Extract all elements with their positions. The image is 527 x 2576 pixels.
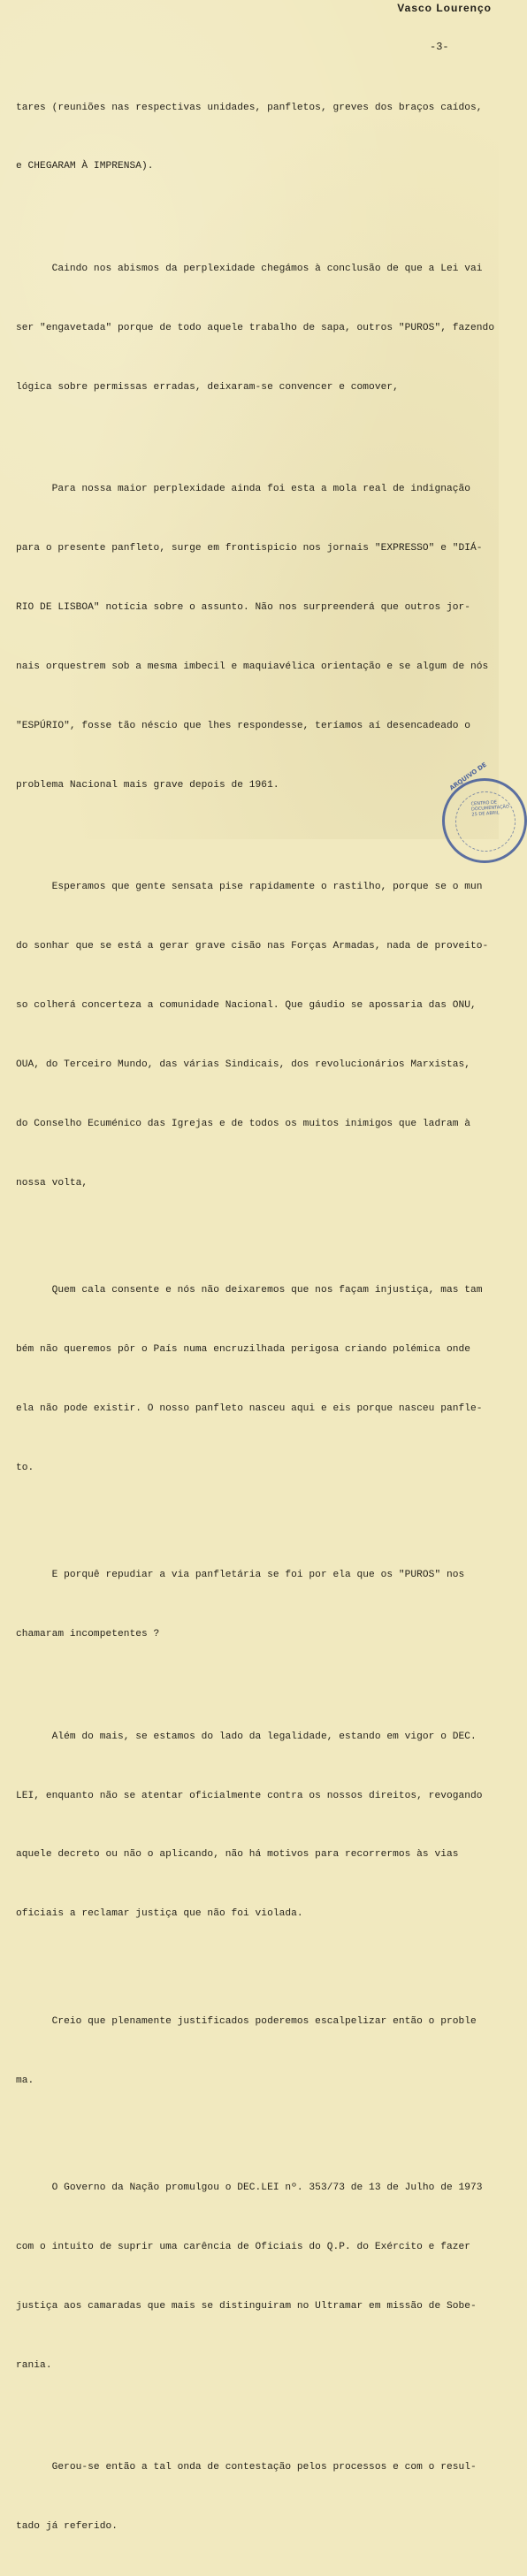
text-line: e CHEGARAM À IMPRENSA). [16, 161, 154, 172]
text-line: rania. [16, 2359, 52, 2371]
text-line: bém não queremos pôr o País numa encruzilhada perigosa criando polémica onde [16, 1344, 471, 1355]
page-number: -3- [430, 41, 449, 53]
text-line: Esperamos que gente sensata pise rapidamente o rastilho, porque se o mun [16, 882, 483, 893]
text-line: problema Nacional mais grave depois de 1961. [16, 779, 279, 791]
text-line: nossa volta, [16, 1177, 88, 1189]
text-line: Quem cala consente e nós não deixaremos que nos façam injustiça, mas tam [16, 1285, 483, 1296]
text-line: para o presente panfleto, surge em frontispicio nos jornais "EXPRESSO" e "DIÁ- [16, 543, 483, 554]
stamp-arc-text: ARQUIVO DE [448, 761, 488, 792]
text-line: ela não pode existir. O nosso panfleto nasceu aqui e eis porque nasceu panfle- [16, 1403, 483, 1414]
author-name: Vasco Lourenço [397, 2, 492, 14]
text-line: oficiais a reclamar justiça que não foi violada. [16, 1908, 303, 1920]
text-line: nais orquestrem sob a mesma imbecil e maquiavélica orientação e se algum de nós [16, 661, 489, 672]
text-line: chamaram incompetentes ? [16, 1629, 160, 1640]
text-line: O Governo da Nação promulgou o DEC.LEI nº. 353/73 de 13 de Julho de 1973 [16, 2182, 483, 2194]
text-line: RIO DE LISBOA" notícia sobre o assunto. Não nos surpreenderá que outros jor- [16, 602, 471, 614]
text-line: do sonhar que se está a gerar grave cisão nas Forças Armadas, nada de proveito- [16, 941, 489, 952]
text-line: tares (reuniões nas respectivas unidades, panfletos, greves dos braços caídos, [16, 102, 483, 113]
text-line: do Conselho Ecuménico das Igrejas e de todos os muitos inimigos que ladram à [16, 1118, 471, 1129]
text-line: so colherá concerteza a comunidade Nacional. Que gáudio se apossaria das ONU, [16, 999, 477, 1011]
text-line: com o intuito de suprir uma carência de Oficiais do Q.P. do Exército e fazer [16, 2242, 471, 2253]
text-line: Para nossa maior perplexidade ainda foi esta a mola real de indignação [16, 484, 471, 495]
text-line: Creio que plenamente justificados poderemos escalpelizar então o proble [16, 2015, 477, 2027]
text-line: to. [16, 1462, 34, 1473]
text-line: "ESPÚRIO", fosse tão néscio que lhes respondesse, teríamos aí desencadeado o [16, 720, 471, 731]
text-line: ser "engavetada" porque de todo aquele trabalho de sapa, outros "PUROS", fazendo [16, 322, 495, 333]
text-line: LEI, enquanto não se atentar oficialmente contra os nossos direitos, revogando [16, 1790, 483, 1801]
stamp-center-text: CENTRO DE DOCUMENTAÇÃO 25 DE ABRIL [470, 799, 510, 818]
text-line: justiça aos camaradas que mais se distinguiram no Ultramar em missão de Sobe- [16, 2300, 477, 2312]
text-line: Caindo nos abismos da perplexidade chegámos à conclusão de que a Lei vai [16, 263, 483, 274]
text-line: tado já referido. [16, 2521, 118, 2533]
text-line: OUA, do Terceiro Mundo, das várias Sindicais, dos revolucionários Marxistas, [16, 1059, 471, 1070]
text-line: ma. [16, 2075, 34, 2086]
archive-stamp [442, 761, 527, 863]
text-line: Gerou-se então a tal onda de contestação pelos processos e com o resul- [16, 2462, 477, 2473]
text-line: Além do mais, se estamos do lado da legalidade, estando em vigor o DEC. [16, 1731, 477, 1742]
text-line: aquele decreto ou não o aplicando, não há motivos para recorrermos às vias [16, 1849, 459, 1861]
text-line: lógica sobre permissas erradas, deixaram-se convencer e comover, [16, 381, 399, 393]
text-line: E porquê repudiar a via panfletária se foi por ela que os "PUROS" nos [16, 1570, 465, 1581]
